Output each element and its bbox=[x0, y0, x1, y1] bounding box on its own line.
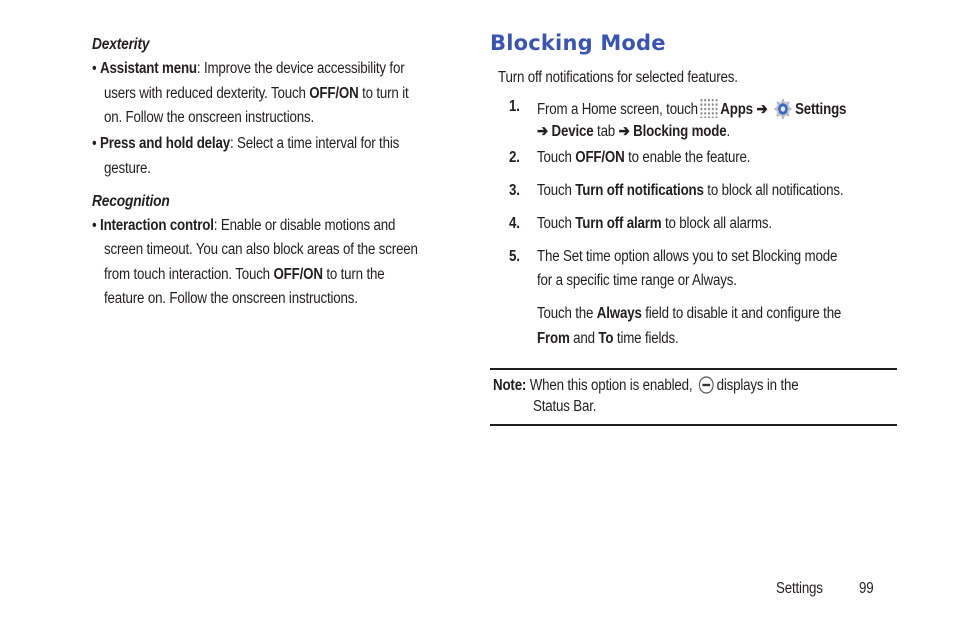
text-line: screen timeout. You can also block areas of the screen bbox=[104, 241, 418, 258]
step-number: 2. bbox=[509, 149, 520, 166]
step-5-para-line-1: Touch the Always field to disable it and configure the bbox=[537, 305, 842, 322]
footer-section-name: Settings bbox=[776, 580, 823, 597]
apps-grid-icon bbox=[700, 98, 719, 118]
subheading-recognition: Recognition bbox=[92, 193, 170, 210]
step-1-line-1: From a Home screen, touch Apps ➔ Settings bbox=[537, 98, 846, 119]
blocking-mode-status-icon bbox=[699, 376, 714, 394]
bullet: • bbox=[92, 217, 101, 234]
step-3: Touch Turn off notifications to block all notifications. bbox=[537, 182, 844, 199]
note-bottom-rule bbox=[490, 424, 897, 426]
step-number: 5. bbox=[509, 248, 520, 265]
step-2: Touch OFF/ON to enable the feature. bbox=[537, 149, 751, 166]
step-5-line-2: for a specific time range or Always. bbox=[537, 272, 737, 289]
step-1-line-2: ➔ Device tab ➔ Blocking mode. bbox=[537, 123, 730, 140]
subheading-dexterity: Dexterity bbox=[92, 36, 150, 53]
step-4: Touch Turn off alarm to block all alarms. bbox=[537, 215, 772, 232]
page-number: 99 bbox=[859, 580, 874, 597]
step-number: 1. bbox=[509, 98, 520, 115]
intro-text: Turn off notifications for selected features. bbox=[498, 69, 738, 86]
step-5-line-1: The Set time option allows you to set Blocking mode bbox=[537, 248, 838, 265]
text-line: feature on. Follow the onscreen instructions. bbox=[104, 290, 358, 307]
list-item-assistant-menu: • Assistant menu: Improve the device accessibility for bbox=[92, 60, 405, 77]
bullet: • bbox=[92, 135, 101, 152]
step-5-para-line-2: From and To time fields. bbox=[537, 330, 679, 347]
text-line: gesture. bbox=[104, 160, 151, 177]
text-line: users with reduced dexterity. Touch OFF/ON to turn it bbox=[104, 85, 409, 102]
list-item-press-and-hold-delay: • Press and hold delay: Select a time interval for this bbox=[92, 135, 400, 152]
note-top-rule bbox=[490, 368, 897, 370]
step-number: 4. bbox=[509, 215, 520, 232]
list-item-interaction-control: • Interaction control: Enable or disable motions and bbox=[92, 217, 396, 234]
bullet: • bbox=[92, 60, 101, 77]
text-line: from touch interaction. Touch OFF/ON to turn the bbox=[104, 266, 385, 283]
note-line-1: Note: When this option is enabled, displays in the bbox=[493, 377, 799, 394]
note-line-2: Status Bar. bbox=[533, 398, 597, 415]
section-title: Blocking Mode bbox=[490, 31, 666, 55]
step-number: 3. bbox=[509, 182, 520, 199]
settings-gear-icon bbox=[774, 99, 791, 119]
text-line: on. Follow the onscreen instructions. bbox=[104, 109, 315, 126]
